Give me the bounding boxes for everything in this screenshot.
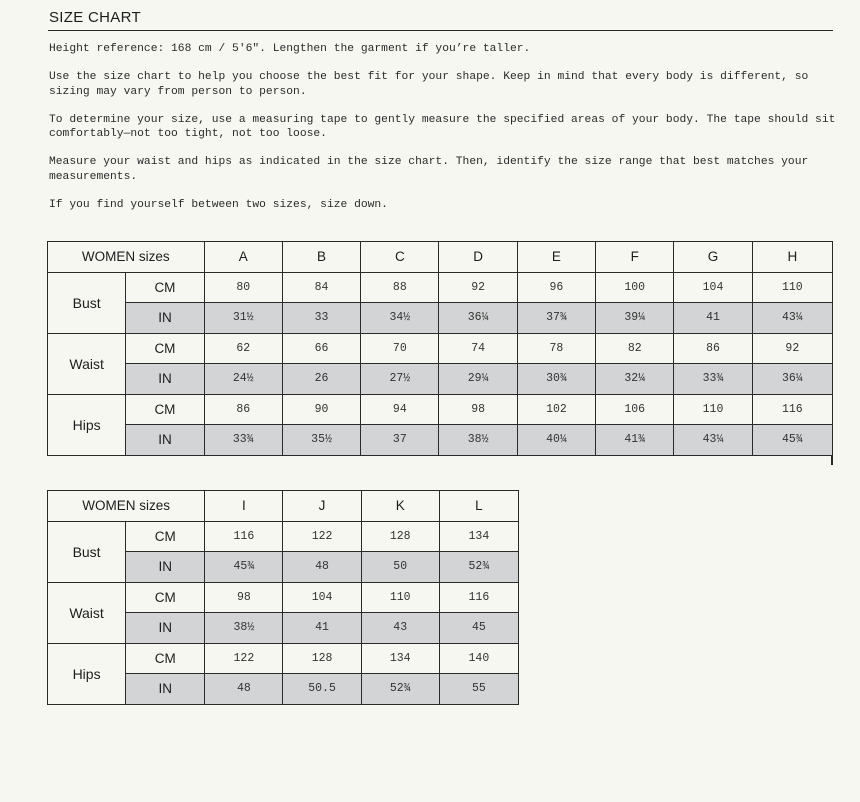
table-header-row — [48, 491, 519, 522]
measurement-value: 88 — [361, 272, 439, 303]
unit-label: CM — [126, 394, 204, 425]
table-row — [48, 394, 833, 425]
measurement-value: 134 — [439, 521, 518, 552]
size-header: J — [283, 491, 361, 522]
fit-note: Use the size chart to help you choose the best fit for your shape. Keep in mind that every body is different, so sizing may vary from person to person. — [49, 71, 809, 98]
table-row — [48, 582, 519, 613]
unit-label: CM — [126, 272, 204, 303]
measure-label-waist: Waist — [48, 333, 126, 394]
measurement-value: 116 — [439, 582, 518, 613]
measurement-value: 38½ — [205, 613, 283, 644]
measuring-instructions: To determine your size, use a measuring tape to gently measure the specified areas of your body. The tape should sit comfortably—not too tight, not too loose. — [49, 113, 836, 140]
measurement-value: 34½ — [361, 303, 439, 334]
measure-label-hips: Hips — [48, 394, 126, 455]
measurement-value: 37¾ — [517, 303, 595, 334]
measurement-value: 104 — [283, 582, 361, 613]
measurement-value: 32¼ — [596, 364, 674, 395]
between-sizes-advice: If you find yourself between two sizes, size down. — [49, 198, 388, 211]
size-header: D — [439, 242, 517, 273]
measurement-value: 122 — [205, 643, 283, 674]
unit-label: IN — [126, 364, 204, 395]
measurement-value: 86 — [204, 394, 282, 425]
unit-label: IN — [126, 674, 205, 705]
measure-label-bust: Bust — [48, 272, 126, 333]
measurement-value: 33¾ — [204, 425, 282, 456]
measurement-value: 96 — [517, 272, 595, 303]
measurement-value: 116 — [205, 521, 283, 552]
measurement-value: 36¼ — [752, 364, 832, 395]
measurement-value: 55 — [439, 674, 518, 705]
size-header: F — [596, 242, 674, 273]
intro-text — [49, 42, 839, 226]
measurement-value: 80 — [204, 272, 282, 303]
unit-label: IN — [126, 613, 205, 644]
measurement-value: 52¾ — [439, 552, 518, 583]
unit-label: CM — [126, 643, 205, 674]
size-header: A — [204, 242, 282, 273]
measurement-value: 45¾ — [752, 425, 832, 456]
measurement-value: 50.5 — [283, 674, 361, 705]
measurement-value: 128 — [361, 521, 439, 552]
size-table-2 — [47, 490, 519, 705]
measurement-value: 128 — [283, 643, 361, 674]
measurement-value: 43¼ — [674, 425, 752, 456]
measurement-value: 41¾ — [596, 425, 674, 456]
size-header: G — [674, 242, 752, 273]
table-row — [48, 303, 833, 334]
measurement-value: 86 — [674, 333, 752, 364]
measurement-value: 102 — [517, 394, 595, 425]
measurement-value: 43 — [361, 613, 439, 644]
measurement-value: 100 — [596, 272, 674, 303]
measurement-value: 33¾ — [674, 364, 752, 395]
unit-label: IN — [126, 425, 204, 456]
measurement-value: 122 — [283, 521, 361, 552]
table-row — [48, 272, 833, 303]
measurement-value: 110 — [752, 272, 832, 303]
measurement-value: 52¾ — [361, 674, 439, 705]
measure-label-waist: Waist — [48, 582, 126, 643]
size-header: B — [282, 242, 360, 273]
measure-label-hips: Hips — [48, 643, 126, 704]
measurement-value: 90 — [282, 394, 360, 425]
measurement-value: 31½ — [204, 303, 282, 334]
measurement-value: 38½ — [439, 425, 517, 456]
size-header: H — [752, 242, 832, 273]
measurement-value: 74 — [439, 333, 517, 364]
measurement-value: 24½ — [204, 364, 282, 395]
measurement-value: 41 — [283, 613, 361, 644]
measurement-value: 62 — [204, 333, 282, 364]
measurement-value: 94 — [361, 394, 439, 425]
measurement-value: 33 — [282, 303, 360, 334]
unit-label: CM — [126, 582, 205, 613]
measure-label-bust: Bust — [48, 521, 126, 582]
measurement-value: 27½ — [361, 364, 439, 395]
size-header: E — [517, 242, 595, 273]
header-label: WOMEN sizes — [48, 242, 205, 273]
measurement-value: 50 — [361, 552, 439, 583]
table-row — [48, 521, 519, 552]
size-table-1 — [47, 241, 833, 456]
measurement-value: 66 — [282, 333, 360, 364]
measurement-value: 43¼ — [752, 303, 832, 334]
header-label: WOMEN sizes — [48, 491, 205, 522]
unit-label: IN — [126, 552, 205, 583]
table-row — [48, 643, 519, 674]
size-matching-instructions: Measure your waist and hips as indicated in the size chart. Then, identify the size range that best matches your measurements. — [49, 156, 809, 183]
measurement-value: 45 — [439, 613, 518, 644]
measurement-value: 110 — [361, 582, 439, 613]
measurement-value: 36¼ — [439, 303, 517, 334]
unit-label: CM — [126, 333, 204, 364]
size-header: L — [439, 491, 518, 522]
measurement-value: 106 — [596, 394, 674, 425]
table-header-row — [48, 242, 833, 273]
unit-label: CM — [126, 521, 205, 552]
height-reference: Height reference: 168 cm / 5'6". Lengthen the garment if you’re taller. — [49, 43, 531, 55]
page-title: SIZE CHART — [49, 9, 141, 26]
measurement-value: 92 — [752, 333, 832, 364]
measurement-value: 92 — [439, 272, 517, 303]
measurement-value: 40¼ — [517, 425, 595, 456]
measurement-value: 41 — [674, 303, 752, 334]
size-header: C — [361, 242, 439, 273]
measurement-value: 45¾ — [205, 552, 283, 583]
unit-label: IN — [126, 303, 204, 334]
measurement-value: 84 — [282, 272, 360, 303]
measurement-value: 78 — [517, 333, 595, 364]
measurement-value: 35½ — [282, 425, 360, 456]
size-header: I — [205, 491, 283, 522]
measurement-value: 110 — [674, 394, 752, 425]
measurement-value: 134 — [361, 643, 439, 674]
measurement-value: 140 — [439, 643, 518, 674]
size-header: K — [361, 491, 439, 522]
measurement-value: 48 — [283, 552, 361, 583]
measurement-value: 26 — [282, 364, 360, 395]
measurement-value: 70 — [361, 333, 439, 364]
measurement-value: 37 — [361, 425, 439, 456]
measurement-value: 29¼ — [439, 364, 517, 395]
measurement-value: 39¼ — [596, 303, 674, 334]
measurement-value: 30¾ — [517, 364, 595, 395]
measurement-value: 104 — [674, 272, 752, 303]
measurement-value: 98 — [205, 582, 283, 613]
title-divider — [48, 30, 833, 31]
measurement-value: 98 — [439, 394, 517, 425]
table-border-extension — [831, 456, 833, 465]
table-row — [48, 364, 833, 395]
measurement-value: 82 — [596, 333, 674, 364]
measurement-value: 116 — [752, 394, 832, 425]
measurement-value: 48 — [205, 674, 283, 705]
table-row — [48, 425, 833, 456]
table-row — [48, 333, 833, 364]
